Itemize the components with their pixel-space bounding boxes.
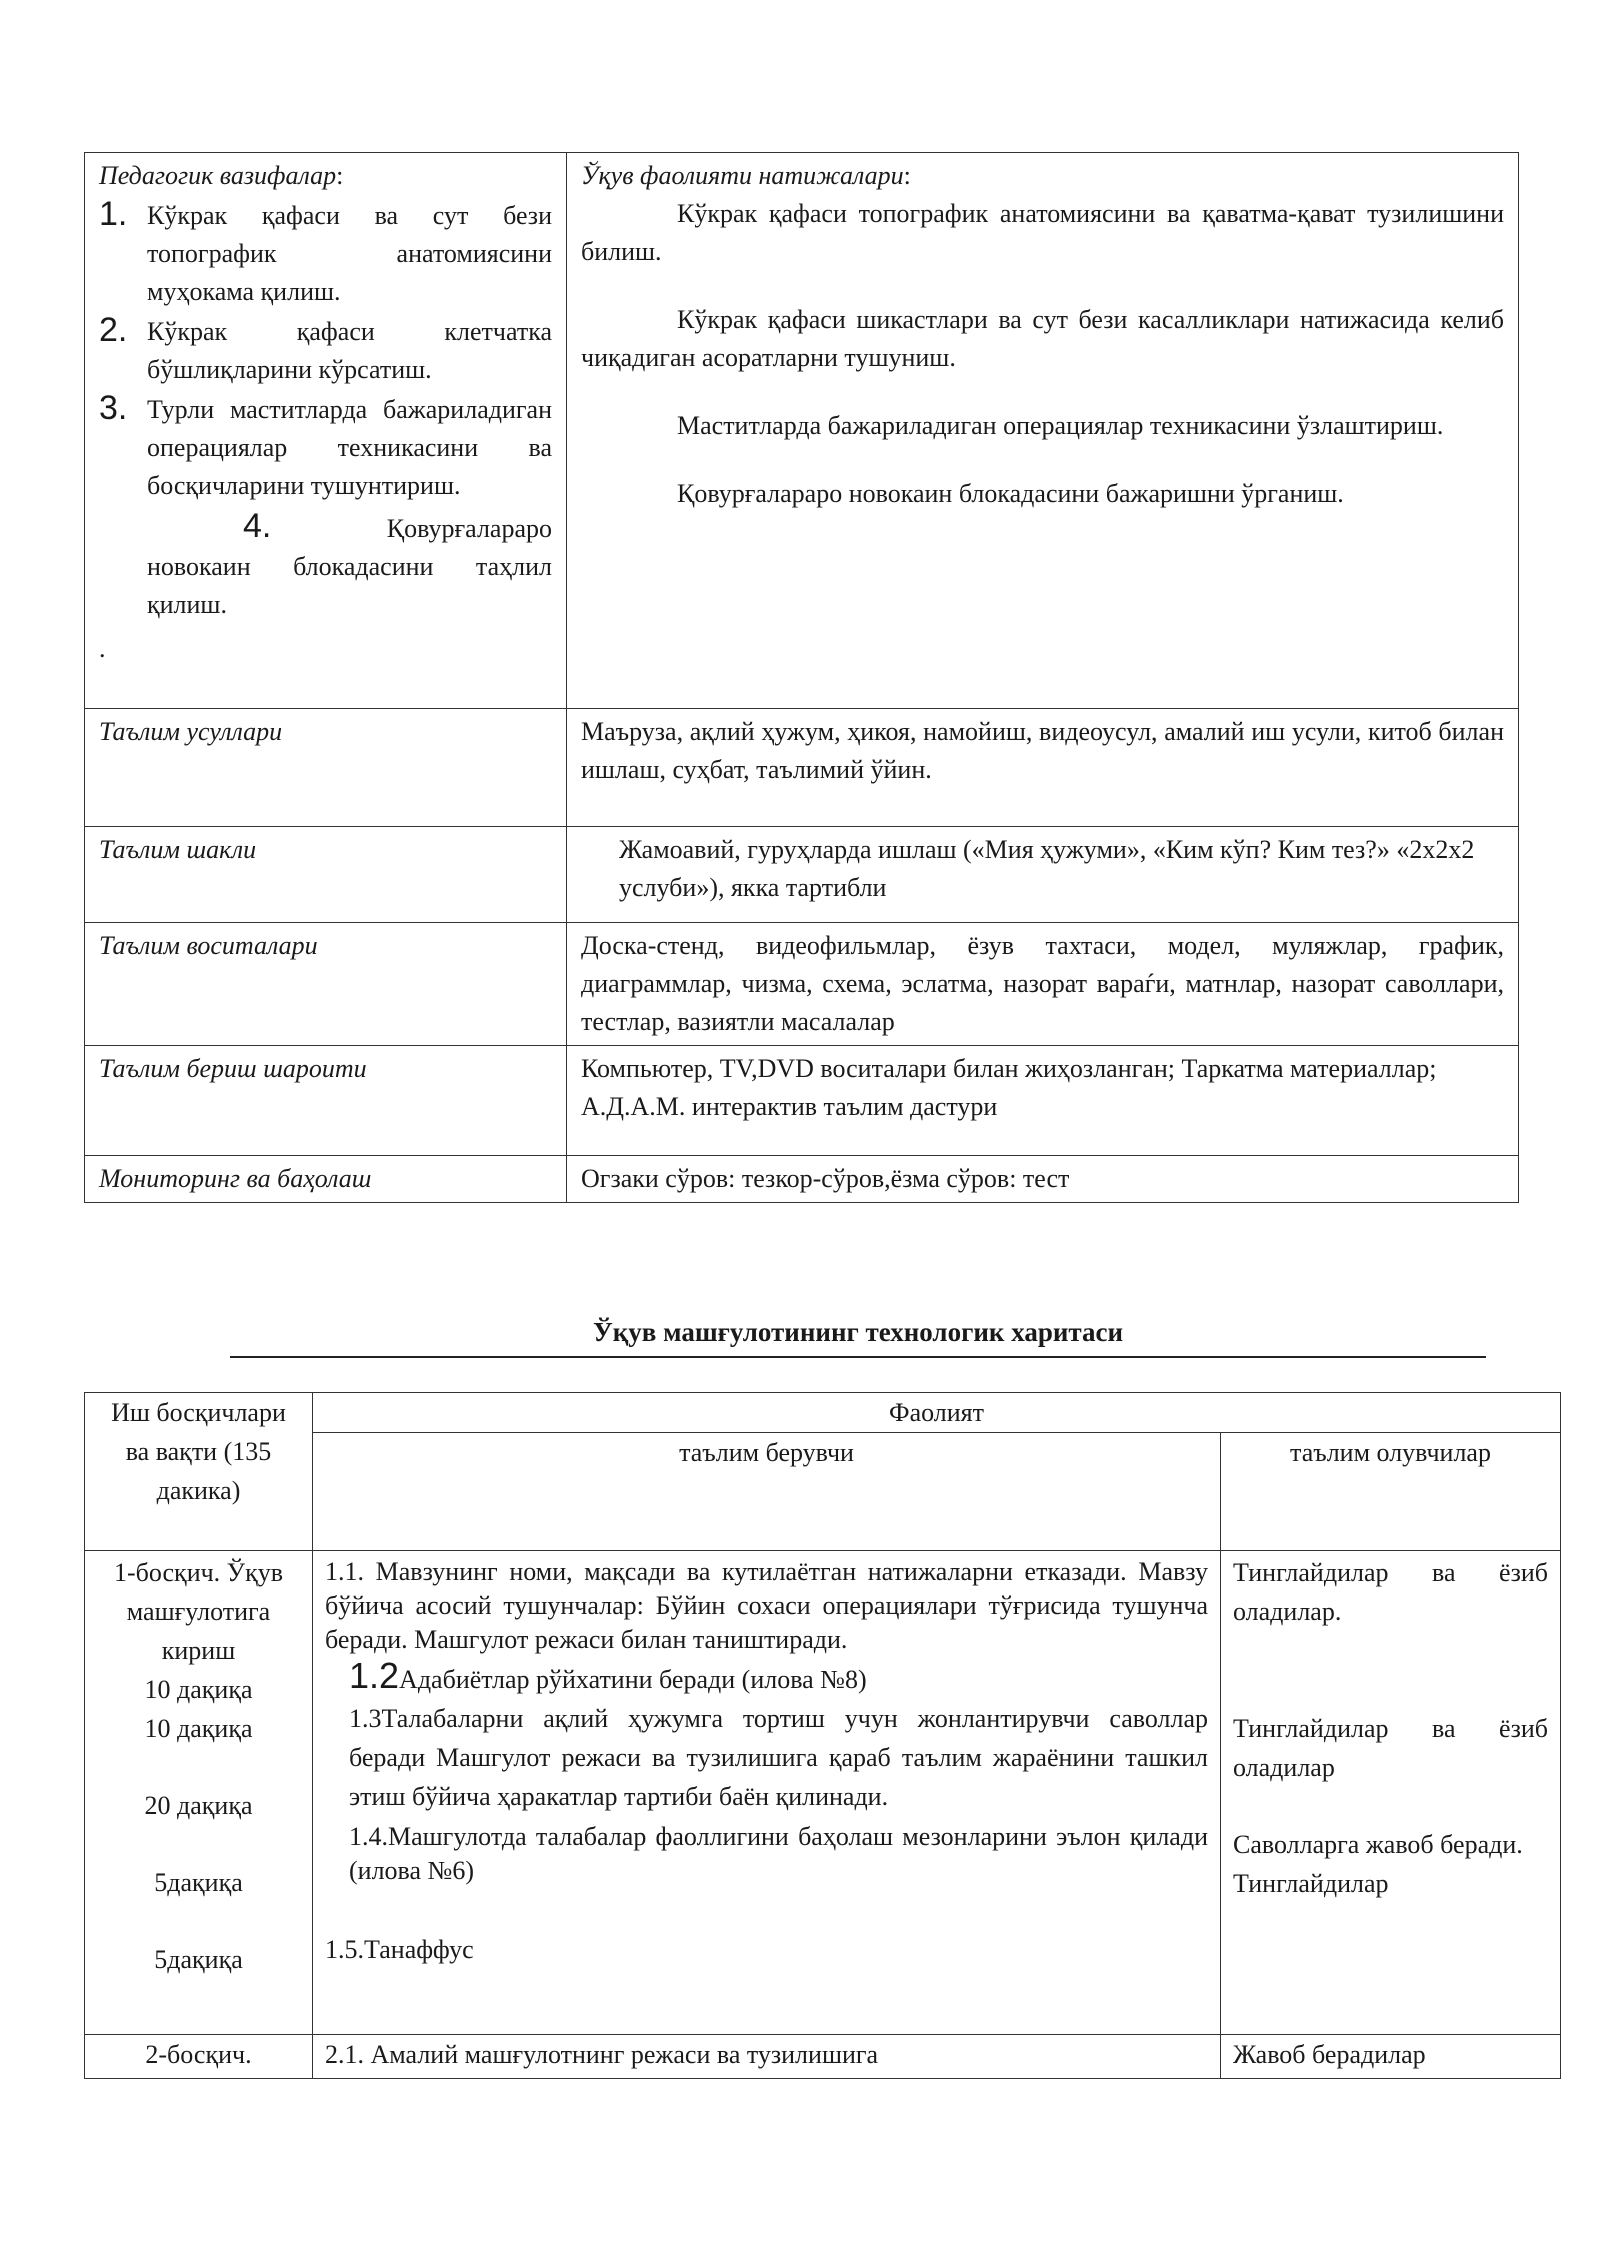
teacher-step: 1.2Адабиётлар рўйхатини беради (илова №8) [349, 1655, 867, 1696]
stage1-students-cell [1221, 1551, 1561, 2035]
stage1-time: 20 дақиқа [144, 1791, 253, 1820]
row-value: Огзаки сўров: тезкор-сўров,ёзма сўров: тест [567, 1156, 1519, 1203]
row-label: Таълим усуллари [85, 709, 567, 827]
row-value: Маъруза, ақлий ҳужум, ҳикоя, намойиш, видеоусул, амалий иш усули, китоб билан ишлаш, суҳбат, таълимий ўйин. [567, 709, 1519, 827]
stage1-title: 1-босқич. Ўқув машғулотига кириш [113, 1558, 283, 1665]
stage2-title: 2-босқич. [85, 2035, 313, 2079]
form-row [85, 827, 1519, 923]
result-paragraph: Қовурғалараро новокаин блокадасини бажаришни ўрганиш. [677, 479, 1344, 508]
result-paragraph: Кўкрак қафаси шикастлари ва сут бези касалликлари натижасида келиб чиқадиган асоратларни тушуниш. [581, 305, 1504, 372]
task-item: 1. Кўкрак қафаси ва сут бези топографик анатомиясини муҳокама қилиш. [99, 195, 552, 306]
stage2-row [85, 2035, 1561, 2079]
stage1-time: 5дақиқа [154, 1945, 243, 1974]
technology-map-table [84, 1392, 1561, 2079]
student-step: Саволларга жавоб беради. [1233, 1830, 1523, 1859]
teacher-step: 1.1. Мавзунинг номи, мақсади ва кутилаётган натижаларни етказади. Мавзу бўйича асосий тушунчалар: Бўйин сохаси операциялари тўғрисида тушунча беради. Машгулот режаси билан таништиради. [325, 1557, 1208, 1654]
stage1-time: 5дақиқа [154, 1868, 243, 1897]
stage2-teacher: 2.1. Амалий машғулотнинг режаси ва тузилишига [313, 2035, 1221, 2079]
student-step: Тинглайдилар ва ёзиб оладилар [1233, 1714, 1549, 1782]
header-row-1 [85, 1393, 1561, 1433]
student-step: Тинглайдилар ва ёзиб оладилар. [1233, 1558, 1549, 1626]
trailing-dot: . [99, 634, 106, 663]
stage1-cell [85, 1551, 313, 2035]
result-paragraph: Маститларда бажариладиган операциялар техникасини ўзлаштириш. [677, 411, 1444, 440]
stage1-teacher-cell [313, 1551, 1221, 2035]
tasks-results-row [85, 153, 1519, 709]
stage1-time: 10 дақиқа [144, 1675, 253, 1704]
row-label: Таълим воситалари [85, 923, 567, 1046]
teacher-step: 1.3Талабаларни ақлий ҳужумга тортиш учун жонлантирувчи саволлар беради Машгулот режаси ва тузилишига қараб таълим жараёнини ташкил этиш бўйича ҳаракатлар тартиби баён қилинади. [349, 1704, 1208, 1811]
row-value: Доска-стенд, видеофильмлар, ёзув тахтаси, модел, муляжлар, график, диаграммлар, чизма, схема, эслатма, назорат вараѓи, матнлар, назорат саволлари, тестлар, вазиятли масалалар [567, 923, 1519, 1046]
student-step: Тинглайдилар [1233, 1869, 1389, 1898]
row-label: Мониторинг ва баҳолаш [85, 1156, 567, 1203]
stage1-time: 10 дақиқа [144, 1714, 253, 1743]
row-label: Таълим бериш шароити [85, 1046, 567, 1156]
row-label: Таълим шакли [85, 827, 567, 923]
task-item: 4. Қовурғалараро новокаин блокадасини таҳлил қилиш. [147, 507, 552, 619]
activity-header: Фаолият [313, 1393, 1561, 1433]
stage-header: Иш босқичлари ва вақти (135 дакика) [85, 1393, 313, 1551]
teacher-step: 1.4.Машгулотда талабалар фаоллигини баҳолаш мезонларини эълон қилади (илова №6) [349, 1822, 1208, 1885]
methods-row [85, 709, 1519, 827]
result-paragraph: Кўкрак қафаси топографик анатомиясини ва қаватма-қават тузилишини билиш. [581, 199, 1504, 266]
stage1-row [85, 1551, 1561, 2035]
stage2-students: Жавоб берадилар [1221, 2035, 1561, 2079]
task-item: 3. Турли маститларда бажариладиган операциялар техникасини ва босқичларини тушунтириш. [99, 389, 552, 500]
row-value: Компьютер, TV,DVD воситалари билан жиҳозланган; Таркатма материаллар; А.Д.А.М. интерактив таълим дастури [567, 1046, 1519, 1156]
monitoring-row [85, 1156, 1519, 1203]
conditions-row [85, 1046, 1519, 1156]
teacher-step: 1.5.Танаффус [325, 1935, 474, 1964]
tech-map-heading: Ўқув машғулотининг технологик харитаси [230, 1312, 1486, 1358]
results-label: Ўқув фаолияти натижалари [581, 161, 904, 190]
lesson-overview-table [84, 152, 1519, 1203]
pedagogical-tasks-cell: Педагогик вазифалар: 1. Кўкрак қафаси ва сут бези топографик анатомиясини муҳокама қилиш. 2. Кўкрак қафаси клетчатка бўшлиқларини кўрсатиш. 3. Турли маститларда бажариладиган операциялар техникасини ва босқичларини тушунтириш. 4. Қовурғалараро новокаин блокадасини таҳлил қилиш. . [85, 153, 567, 709]
tasks-list [99, 197, 552, 624]
teacher-header: таълим берувчи [313, 1433, 1221, 1551]
row-value: Жамоавий, гуруҳларда ишлаш («Мия ҳужуми», «Ким кўп? Ким тез?» «2х2х2 услуби»), якка тартибли [567, 827, 1519, 923]
learning-results-cell: Ўқув фаолияти натижалари: Кўкрак қафаси топографик анатомиясини ва қаватма-қават тузилишини билиш. Кўкрак қафаси шикастлари ва сут бези касалликлари натижасида келиб чиқадиган асоратларни тушуниш. Маститларда бажариладиган операциялар техникасини ўзлаштириш. Қовурғалараро новокаин блокадасини бажаришни ўрганиш. [567, 153, 1519, 709]
task-item: 2. Кўкрак қафаси клетчатка бўшлиқларини кўрсатиш. [99, 311, 552, 384]
tools-row [85, 923, 1519, 1046]
students-header: таълим олувчилар [1221, 1433, 1561, 1551]
tasks-label: Педагогик вазифалар [99, 161, 337, 190]
